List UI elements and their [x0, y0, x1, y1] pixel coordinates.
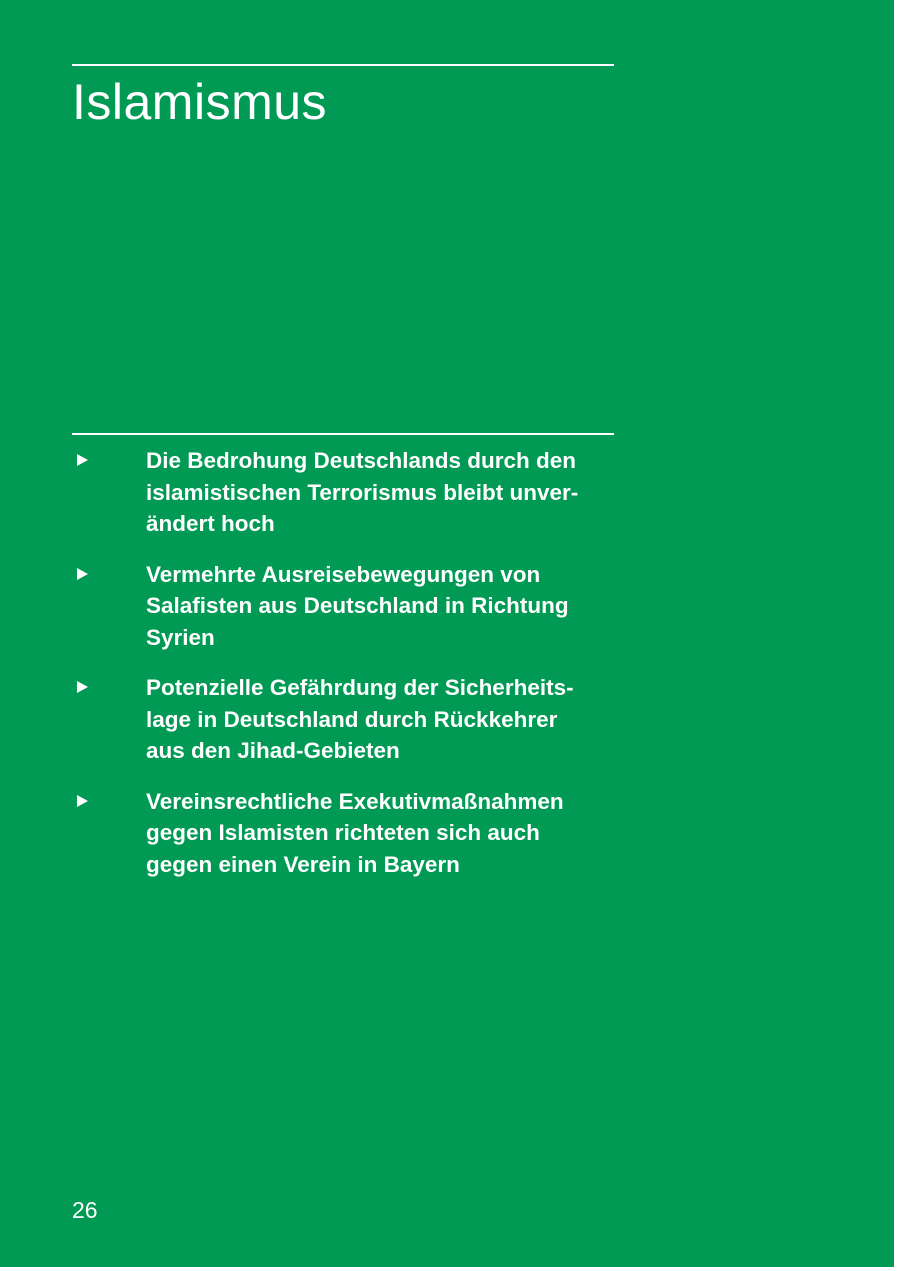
triangle-right-icon	[77, 681, 88, 693]
list-item	[72, 445, 632, 540]
list-item-text: Potenzielle Gefährdung der Sicherheits- lage in Deutschland durch Rückkehrer aus den Jihad-Gebieten	[146, 675, 574, 763]
triangle-right-icon	[77, 454, 88, 466]
page-number: 26	[72, 1197, 98, 1223]
list-item-text: Die Bedrohung Deutschlands durch den islamistischen Terrorismus bleibt unver- ändert hoch	[146, 448, 579, 536]
list-item	[72, 786, 632, 881]
section-divider	[72, 433, 614, 435]
list-item	[72, 672, 632, 767]
list-item	[72, 559, 632, 654]
list-item-text: Vermehrte Ausreisebewegungen von Salafisten aus Deutschland in Richtung Syrien	[146, 561, 569, 650]
page-title: Islamismus	[72, 74, 328, 130]
key-points-list	[72, 445, 632, 899]
top-divider	[72, 64, 614, 66]
triangle-right-icon	[77, 795, 88, 807]
list-item-text: Vereinsrechtliche Exekutivmaßnahmen gegen Islamisten richteten sich auch gegen einen Verein in Bayern	[146, 788, 564, 877]
triangle-right-icon	[77, 568, 88, 580]
